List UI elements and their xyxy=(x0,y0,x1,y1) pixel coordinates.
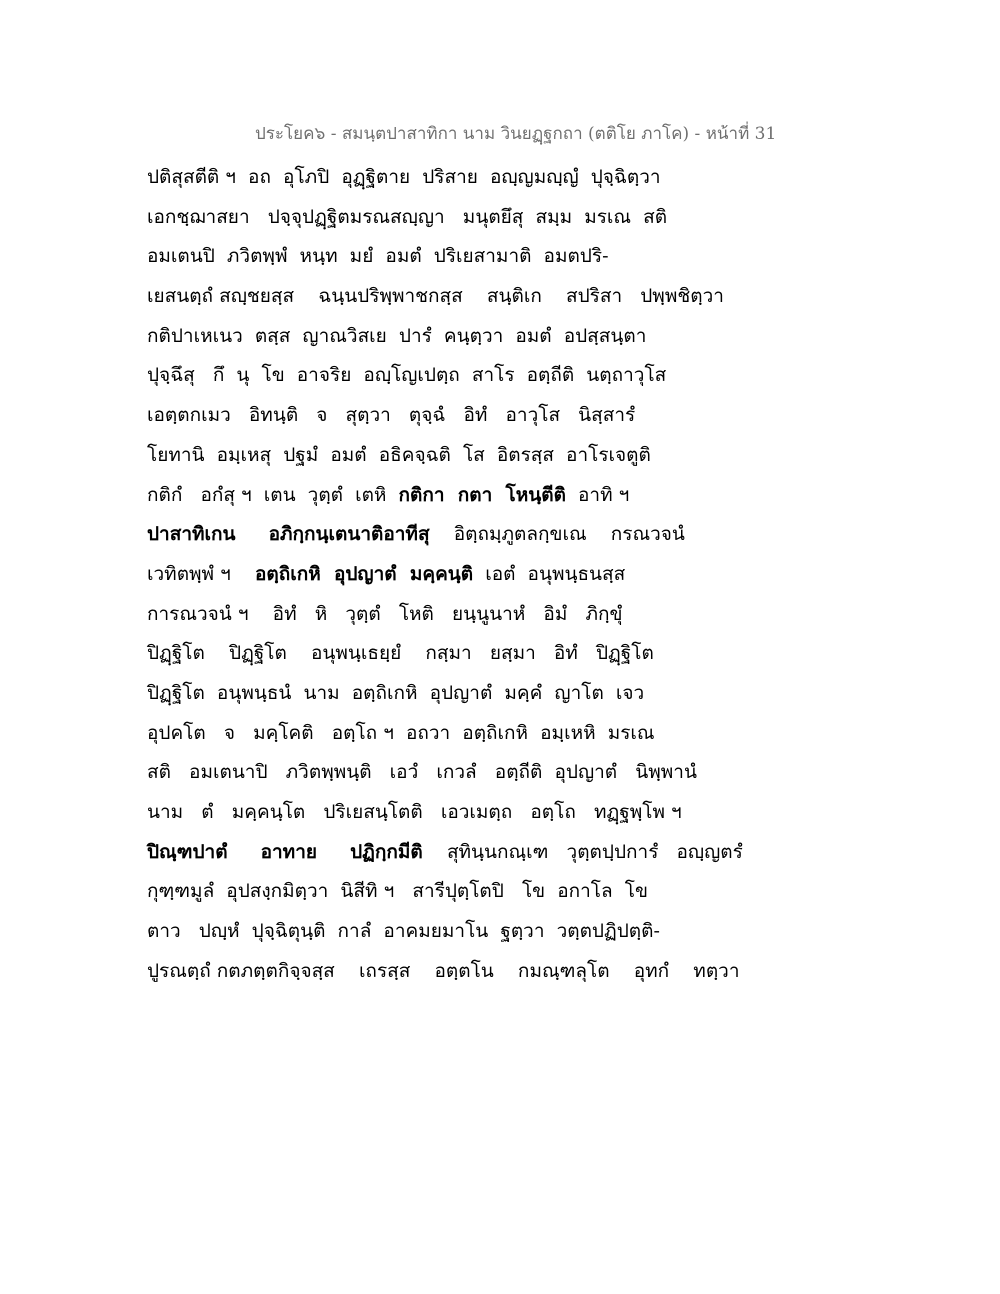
text-line xyxy=(147,317,747,357)
text-segment: สติ อมเตนาปิ ภวิตพฺพนฺติ เอวํ เกวลํ อตฺถีติ อุปญาตํ นิพฺพานํ xyxy=(147,761,697,784)
text-segment: เวทิตพฺพํ ฯ xyxy=(147,562,255,585)
text-line xyxy=(147,595,747,635)
text-line xyxy=(147,436,747,476)
text-line xyxy=(147,356,747,396)
text-line xyxy=(147,833,747,873)
text-segment: โยทานิ อมฺเหสุ ปฐมํ อมตํ อธิคจฺฉติ โส อิตรสฺส อาโรเจตูติ xyxy=(147,443,651,466)
text-segment: ปุจฺฉึสุ กึ นุ โข อาจริย อญฺโญเปตฺถ สาโร อตฺถีติ นตฺถาวุโส xyxy=(147,364,667,387)
text-segment: ปิฏฺฐิโต ปิฏฺฐิโต อนุพนฺเธยฺยํ กสฺมา ยสฺมา อิทํ ปิฏฺฐิโต xyxy=(147,642,654,665)
text-line xyxy=(147,912,747,952)
text-segment: กติกํ อกํสุ ฯ เตน วุตฺตํ เตหิ xyxy=(147,483,399,506)
text-segment: เยสนตฺถํ สญฺชยสฺส ฉนฺนปริพฺพาชกสฺส สนฺติเก สปริสา ปพฺพชิตฺวา xyxy=(147,285,724,308)
text-line xyxy=(147,634,747,674)
text-line xyxy=(147,674,747,714)
text-segment: การณวจนํ ฯ อิทํ หิ วุตฺตํ โหติ ยนฺนูนาหํ อิมํ ภิกฺขุํ xyxy=(147,602,623,625)
text-segment: เอตฺตกเมว อิทนฺติ จ สุตฺวา ตุจฺฉํ อิทํ อาวุโส นิสฺสารํ xyxy=(147,404,636,427)
text-line xyxy=(147,277,747,317)
text-line xyxy=(147,952,747,992)
text-segment: อุปคโต จ มคฺโคติ อตฺโถ ฯ อถวา อตฺถิเกหิ อมฺเหหิ มรเณ xyxy=(147,721,655,744)
text-line xyxy=(147,396,747,436)
text-segment: ตาว ปญฺหํ ปุจฺฉิตุนฺติ กาลํ อาคมยมาโน ฐตฺวา วตฺตปฏิปตฺติ- xyxy=(147,920,660,943)
body-text xyxy=(147,158,747,991)
text-segment: ปติสุสตีติ ฯ อถ อุโภปิ อุฏฺฐิตาย ปริสาย อญฺญมญฺญํ ปุจฺฉิตฺวา xyxy=(147,166,661,188)
text-line xyxy=(147,476,747,516)
text-segment: นาม ตํ มคฺคนฺโต ปริเยสนฺโตติ เอวเมตฺถ อตฺโถ ทฏฺฐพฺโพ ฯ xyxy=(147,801,682,823)
text-segment: เอกชฺฌาสยา ปจฺจุปฏฺฐิตมรณสญฺญา มนุตยึสุ สมฺม มรเณ สติ xyxy=(147,205,668,228)
text-segment: เอตํ อนุพนฺธนสฺส xyxy=(473,562,626,585)
text-line xyxy=(147,555,747,595)
bold-text-segment: ปาสาทิเกน อภิกฺกนฺเตนาติอาทีสุ xyxy=(147,523,430,546)
text-segment: กติปาเหเนว ตสฺส ญาณวิสเย ปารํ คนฺตฺวา อมตํ อปสฺสนฺตา xyxy=(147,324,647,347)
text-segment: ปูรณตฺถํ กตภตฺตกิจฺจสฺส เถรสฺส อตฺตโน กมณฺฑลุโต อุทกํ ทตฺวา xyxy=(147,959,740,982)
text-line xyxy=(147,714,747,754)
bold-text-segment: อตฺถิเกหิ อุปญาตํ มคฺคนฺติ xyxy=(254,562,474,585)
text-line xyxy=(147,158,747,198)
text-line xyxy=(147,753,747,793)
bold-text-segment: ปิณฺฑปาตํ อาทาย ปฏิกฺกมีติ xyxy=(147,840,423,863)
text-line xyxy=(147,198,747,238)
text-line xyxy=(147,237,747,277)
text-segment: กุฑฺฑมูลํ อุปสงฺกมิตฺวา นิสีทิ ฯ สารีปุตฺโตปิ โข อกาโล โข xyxy=(147,880,648,903)
text-line xyxy=(147,515,747,555)
text-segment: ปิฏฺฐิโต อนุพนฺธนํ นาม อตฺถิเกหิ อุปญาตํ มคฺคํ ญาโต เจว xyxy=(147,681,645,704)
text-segment: สุทินฺนกณฺเฑ วุตฺตปฺปการํ อญฺญตรํ xyxy=(422,840,743,863)
text-segment: อิตฺถมฺภูตลกฺขเณ กรณวจนํ xyxy=(429,523,685,546)
text-line xyxy=(147,872,747,912)
text-segment: อาทิ ฯ xyxy=(565,483,630,506)
text-line xyxy=(147,793,747,833)
bold-text-segment: กติกา กตา โหนฺตีติ xyxy=(398,483,566,506)
text-segment: อมเตนปิ ภวิตพฺพํ หนฺท มยํ อมตํ ปริเยสามาติ อมตปริ- xyxy=(147,245,609,268)
running-header: ประโยค๖ - สมนฺตปาสาทิกา นาม วินยฏฺฐกถา (ตติโย ภาโค) - หน้าที่ 31 xyxy=(255,124,777,144)
